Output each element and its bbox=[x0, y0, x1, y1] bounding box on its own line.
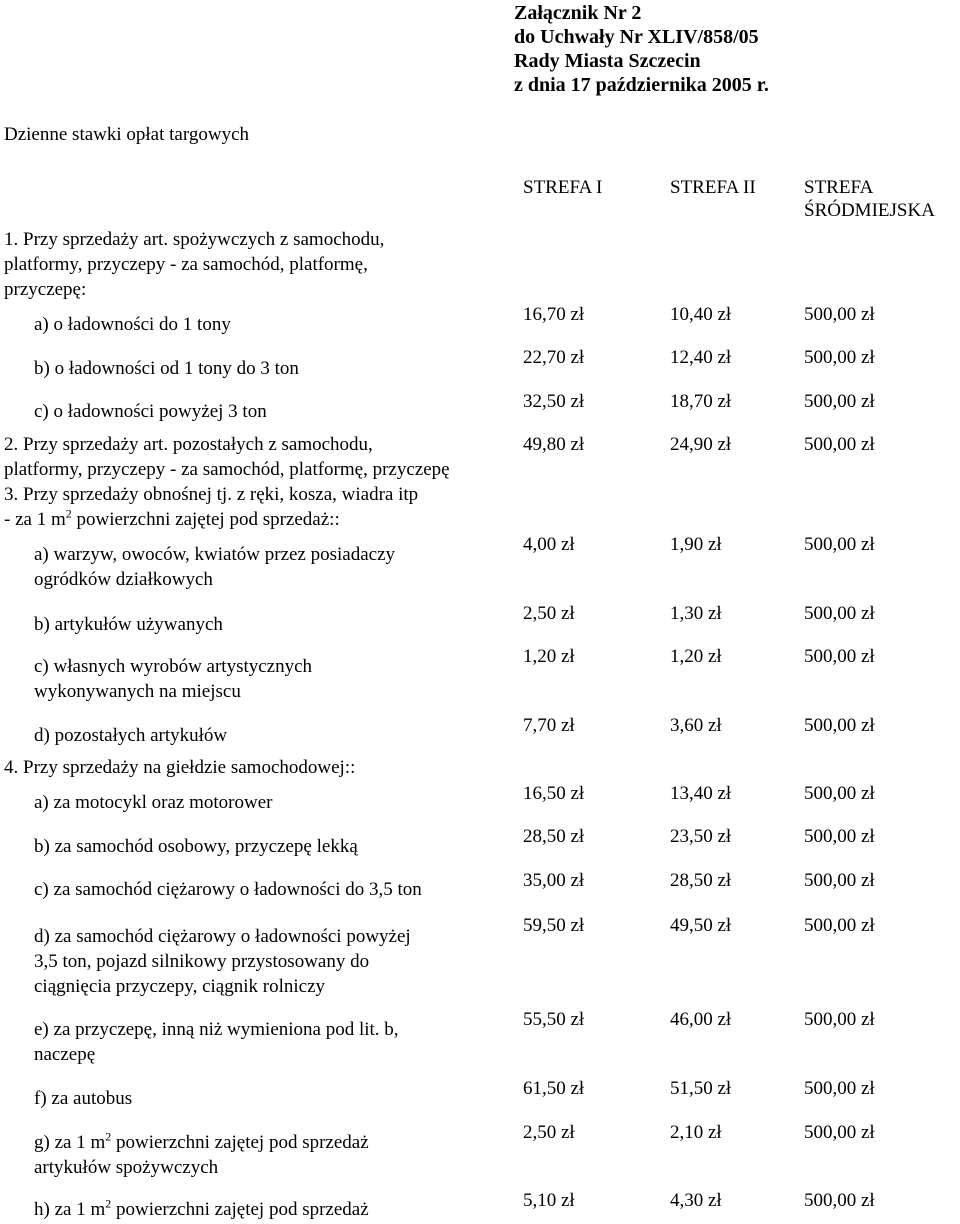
row-4d-strefa-2: 49,50 zł bbox=[670, 915, 732, 936]
row-4f-strefa-2: 51,50 zł bbox=[670, 1078, 732, 1099]
row-3a-label-line-2: ogródków działkowych bbox=[34, 569, 213, 590]
row-4a-label: a) za motocykl oraz motorower bbox=[34, 792, 273, 813]
row-3d-label: d) pozostałych artykułów bbox=[34, 725, 228, 746]
row-1b-strefa-3: 500,00 zł bbox=[804, 347, 875, 368]
section-2-line-2: platformy, przyczepy - za samochód, platformę, przyczepę bbox=[4, 459, 450, 480]
row-4f-label: f) za autobus bbox=[34, 1088, 133, 1109]
row-1a-strefa-1: 16,70 zł bbox=[523, 304, 585, 325]
row-3b-strefa-3: 500,00 zł bbox=[804, 603, 875, 624]
column-header-strefa-3-line1: STREFA bbox=[804, 177, 874, 198]
section-4-line-1: 4. Przy sprzedaży na giełdzie samochodowej:: bbox=[4, 757, 356, 778]
section-2-line-1: 2. Przy sprzedaży art. pozostałych z samochodu, bbox=[4, 434, 373, 455]
row-4f-strefa-3: 500,00 zł bbox=[804, 1078, 875, 1099]
row-3d-strefa-3: 500,00 zł bbox=[804, 715, 875, 736]
document-title: Dzienne stawki opłat targowych bbox=[4, 124, 249, 145]
column-header-strefa-2: STREFA II bbox=[670, 177, 756, 198]
row-1a-label: a) o ładowności do 1 tony bbox=[34, 314, 231, 335]
row-3c-label-line-2: wykonywanych na miejscu bbox=[34, 681, 241, 702]
row-4c-label: c) za samochód ciężarowy o ładowności do 3,5 ton bbox=[34, 879, 422, 900]
row-3b-strefa-2: 1,30 zł bbox=[670, 603, 722, 624]
row-2-strefa-3: 500,00 zł bbox=[804, 434, 875, 455]
row-4d-strefa-3: 500,00 zł bbox=[804, 915, 875, 936]
row-4e-label-line-2: naczepę bbox=[34, 1044, 96, 1065]
row-4g-label-line-2: artykułów spożywczych bbox=[34, 1157, 219, 1178]
row-4g-label-end: powierzchni zajętej pod sprzedaż bbox=[111, 1132, 369, 1153]
annex-number: Załącznik Nr 2 bbox=[514, 2, 642, 24]
row-4h-label-end: powierzchni zajętej pod sprzedaż bbox=[111, 1199, 369, 1220]
row-3b-label: b) artykułów używanych bbox=[34, 614, 223, 635]
section-3-line-1: 3. Przy sprzedaży obnośnej tj. z ręki, kosza, wiadra itp bbox=[4, 484, 419, 505]
row-4c-strefa-1: 35,00 zł bbox=[523, 870, 585, 891]
row-4h-strefa-1: 5,10 zł bbox=[523, 1190, 575, 1211]
section-1-line-1: 1. Przy sprzedaży art. spożywczych z samochodu, bbox=[4, 229, 385, 250]
row-1c-strefa-2: 18,70 zł bbox=[670, 391, 732, 412]
row-4a-strefa-3: 500,00 zł bbox=[804, 783, 875, 804]
row-4c-strefa-3: 500,00 zł bbox=[804, 870, 875, 891]
row-3c-strefa-3: 500,00 zł bbox=[804, 646, 875, 667]
row-1b-strefa-1: 22,70 zł bbox=[523, 347, 585, 368]
row-4e-strefa-2: 46,00 zł bbox=[670, 1009, 732, 1030]
row-1b-strefa-2: 12,40 zł bbox=[670, 347, 732, 368]
resolution-date: z dnia 17 października 2005 r. bbox=[514, 74, 769, 96]
row-1b-label: b) o ładowności od 1 tony do 3 ton bbox=[34, 358, 299, 379]
row-2-strefa-1: 49,80 zł bbox=[523, 434, 585, 455]
row-3a-strefa-1: 4,00 zł bbox=[523, 534, 575, 555]
row-1c-strefa-3: 500,00 zł bbox=[804, 391, 875, 412]
row-4b-strefa-1: 28,50 zł bbox=[523, 826, 585, 847]
row-4g-label-line-1 bbox=[34, 1129, 369, 1154]
column-header-strefa-1: STREFA I bbox=[523, 177, 603, 198]
row-4d-label-line-1: d) za samochód ciężarowy o ładowności powyżej bbox=[34, 926, 411, 947]
row-4g-label-start: g) za 1 m bbox=[34, 1132, 106, 1153]
row-4e-strefa-1: 55,50 zł bbox=[523, 1009, 585, 1030]
row-1a-strefa-3: 500,00 zł bbox=[804, 304, 875, 325]
section-3-line-2 bbox=[4, 506, 340, 531]
row-3d-strefa-2: 3,60 zł bbox=[670, 715, 722, 736]
row-4d-label-line-3: ciągnięcia przyczepy, ciągnik rolniczy bbox=[34, 976, 326, 997]
row-4c-strefa-2: 28,50 zł bbox=[670, 870, 732, 891]
row-4h-strefa-3: 500,00 zł bbox=[804, 1190, 875, 1211]
row-1c-label: c) o ładowności powyżej 3 ton bbox=[34, 401, 267, 422]
row-3a-label-line-1: a) warzyw, owoców, kwiatów przez posiadaczy bbox=[34, 544, 396, 565]
row-1a-strefa-2: 10,40 zł bbox=[670, 304, 732, 325]
row-4f-strefa-1: 61,50 zł bbox=[523, 1078, 585, 1099]
row-4d-label-line-2: 3,5 ton, pojazd silnikowy przystosowany do bbox=[34, 951, 370, 972]
row-4d-strefa-1: 59,50 zł bbox=[523, 915, 585, 936]
row-4h-label-line-1 bbox=[34, 1196, 369, 1221]
row-3b-strefa-1: 2,50 zł bbox=[523, 603, 575, 624]
section-3-line-2-start: - za 1 m bbox=[4, 509, 66, 530]
row-4g-strefa-2: 2,10 zł bbox=[670, 1122, 722, 1143]
row-4g-strefa-1: 2,50 zł bbox=[523, 1122, 575, 1143]
square-meter-superscript: 2 bbox=[65, 506, 72, 521]
row-4a-strefa-2: 13,40 zł bbox=[670, 783, 732, 804]
council-name: Rady Miasta Szczecin bbox=[514, 50, 701, 72]
row-3a-strefa-3: 500,00 zł bbox=[804, 534, 875, 555]
row-3c-label-line-1: c) własnych wyrobów artystycznych bbox=[34, 656, 313, 677]
square-meter-superscript: 2 bbox=[105, 1196, 112, 1211]
row-1c-strefa-1: 32,50 zł bbox=[523, 391, 585, 412]
row-4e-label-line-1: e) za przyczepę, inną niż wymieniona pod lit. b, bbox=[34, 1019, 399, 1040]
row-4h-label-start: h) za 1 m bbox=[34, 1199, 106, 1220]
column-header-strefa-3-line2: ŚRÓDMIEJSKA bbox=[804, 200, 935, 221]
row-4b-label: b) za samochód osobowy, przyczepę lekką bbox=[34, 836, 358, 857]
row-3c-strefa-1: 1,20 zł bbox=[523, 646, 575, 667]
section-3-line-2-end: powierzchni zajętej pod sprzedaż:: bbox=[71, 509, 340, 530]
row-4b-strefa-2: 23,50 zł bbox=[670, 826, 732, 847]
row-3d-strefa-1: 7,70 zł bbox=[523, 715, 575, 736]
row-4h-strefa-2: 4,30 zł bbox=[670, 1190, 722, 1211]
row-4g-strefa-3: 500,00 zł bbox=[804, 1122, 875, 1143]
row-4b-strefa-3: 500,00 zł bbox=[804, 826, 875, 847]
section-1-line-3: przyczepę: bbox=[4, 279, 87, 300]
row-2-strefa-2: 24,90 zł bbox=[670, 434, 732, 455]
square-meter-superscript: 2 bbox=[105, 1129, 112, 1144]
row-3c-strefa-2: 1,20 zł bbox=[670, 646, 722, 667]
row-3a-strefa-2: 1,90 zł bbox=[670, 534, 722, 555]
row-4a-strefa-1: 16,50 zł bbox=[523, 783, 585, 804]
section-1-line-2: platformy, przyczepy - za samochód, platformę, bbox=[4, 254, 368, 275]
resolution-number: do Uchwały Nr XLIV/858/05 bbox=[514, 26, 759, 48]
row-4e-strefa-3: 500,00 zł bbox=[804, 1009, 875, 1030]
